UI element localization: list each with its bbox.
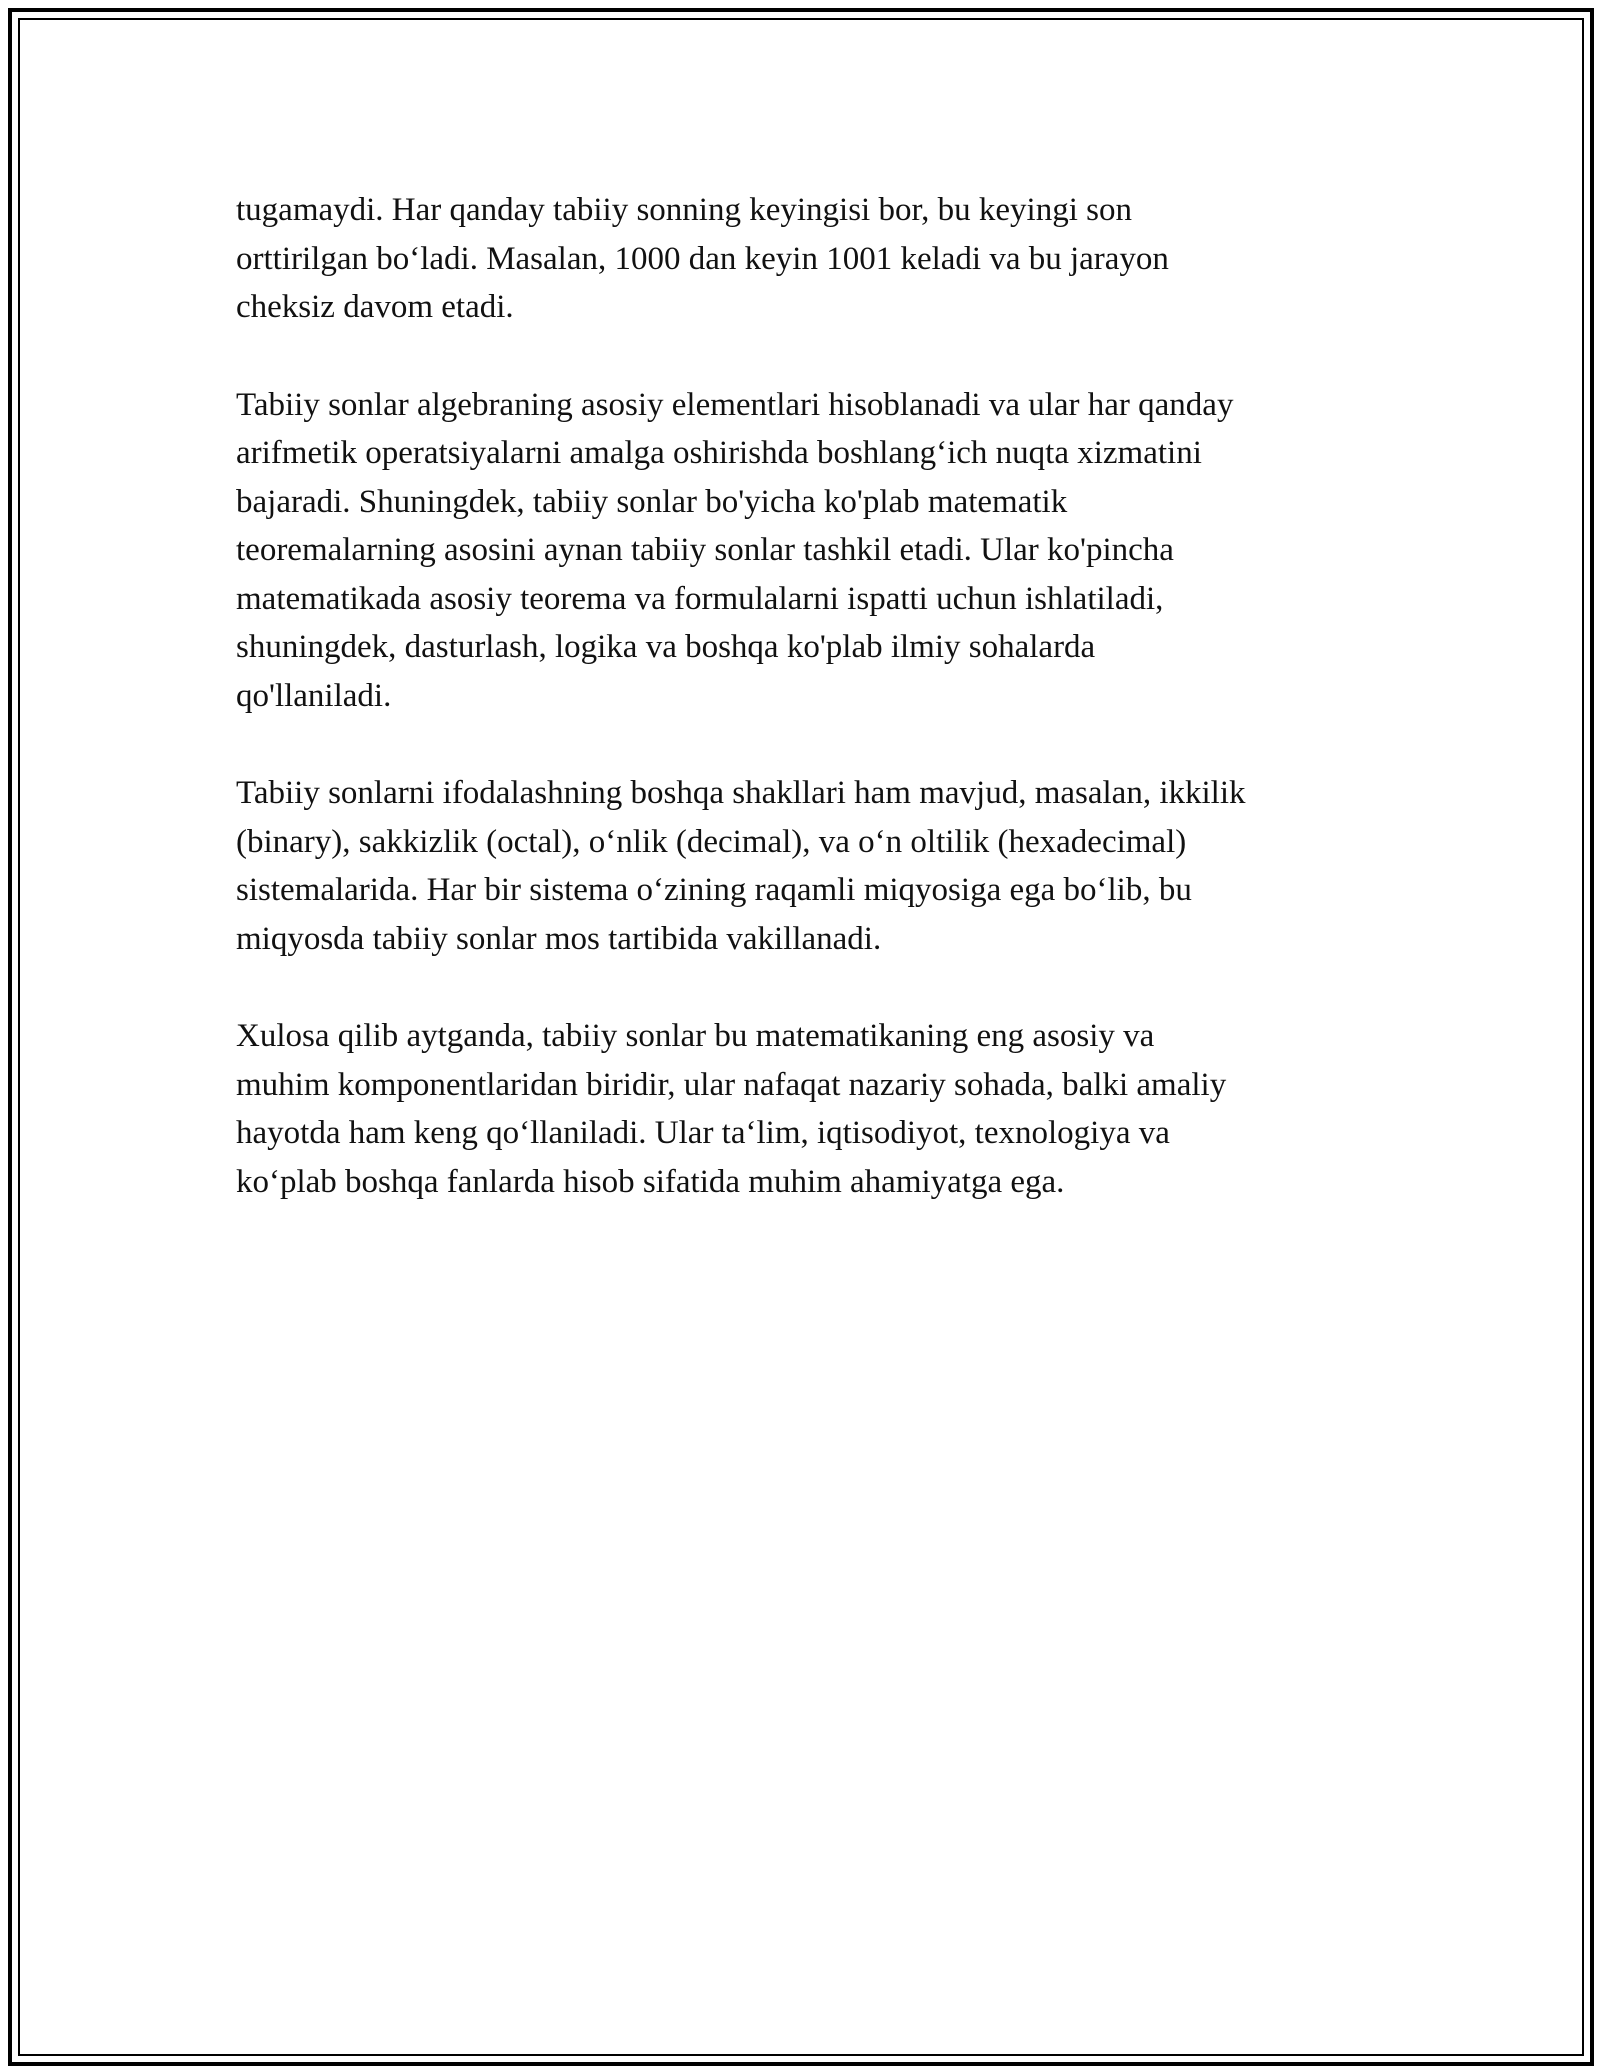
text-line: shuningdek, dasturlash, logika va boshqa ko'plab ilmiy sohalarda	[236, 629, 1096, 665]
paragraph-3	[236, 769, 1386, 963]
text-line: sistemalarida. Har bir sistema o‘zining raqamli miqyosiga ega bo‘lib, bu	[236, 872, 1192, 908]
text-line: hayotda ham keng qo‘llaniladi. Ular ta‘lim, iqtisodiyot, texnologiya va	[236, 1115, 1170, 1151]
text-line: teoremalarning asosini aynan tabiiy sonlar tashkil etadi. Ular ko'pincha	[236, 532, 1174, 568]
text-line: Tabiiy sonlar algebraning asosiy elementlari hisoblanadi va ular har qanday	[236, 386, 1234, 423]
text-line: ko‘plab boshqa fanlarda hisob sifatida muhim ahamiyatga ega.	[236, 1163, 1065, 1200]
text-line: Tabiiy sonlarni ifodalashning boshqa shakllari ham mavjud, masalan, ikkilik	[236, 775, 1246, 811]
paragraph-2	[236, 381, 1386, 721]
text-line: bajaradi. Shuningdek, tabiiy sonlar bo'yicha ko'plab matematik	[236, 483, 1068, 520]
paragraph-1	[236, 186, 1386, 332]
text-line: muhim komponentlaridan biridir, ular nafaqat nazariy sohada, balki amaliy	[236, 1066, 1227, 1103]
text-line: tugamaydi. Har qanday tabiiy sonning keyingisi bor, bu keyingi son	[236, 192, 1132, 228]
text-line: arifmetik operatsiyalarni amalga oshirishda boshlang‘ich nuqta xizmatini	[236, 435, 1202, 471]
document-body	[236, 186, 1386, 1255]
text-line: cheksiz davom etadi.	[236, 289, 514, 325]
text-line: orttirilgan bo‘ladi. Masalan, 1000 dan keyin 1001 keladi va bu jarayon	[236, 240, 1169, 277]
text-line: (binary), sakkizlik (octal), o‘nlik (decimal), va o‘n oltilik (hexadecimal)	[236, 823, 1187, 860]
text-line: matematikada asosiy teorema va formulalarni ispatti uchun ishlatiladi,	[236, 580, 1164, 617]
text-line: miqyosda tabiiy sonlar mos tartibida vakillanadi.	[236, 920, 882, 957]
text-line: qo'llaniladi.	[236, 677, 392, 714]
paragraph-4	[236, 1012, 1386, 1206]
text-line: Xulosa qilib aytganda, tabiiy sonlar bu matematikaning eng asosiy va	[236, 1018, 1155, 1054]
